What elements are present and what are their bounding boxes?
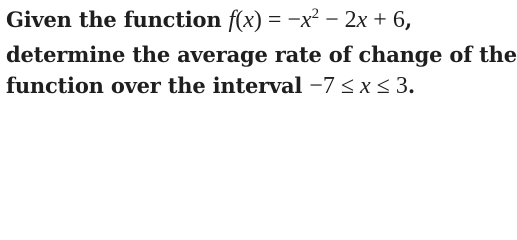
interval-left: −7 ≤ (309, 73, 360, 99)
interval-var: x (360, 73, 371, 99)
interval-right: ≤ 3 (370, 73, 408, 99)
rhs-var2: x (356, 7, 368, 33)
problem-statement (0, 0, 517, 100)
line3-prefix: function over the interval (6, 73, 310, 98)
function-var: x (243, 7, 254, 33)
rhs-part1: = − (261, 7, 301, 33)
rhs-var1: x (300, 7, 312, 33)
problem-line-1 (6, 4, 438, 39)
interval-expression (309, 73, 408, 99)
line1-prefix: Given the function (6, 7, 229, 32)
line3-suffix: . (407, 73, 415, 98)
function-name: f (228, 7, 236, 33)
problem-line-2: determine the average rate of change of the (6, 42, 517, 67)
rhs-part2: − 2 (319, 7, 357, 33)
rhs-exponent: 2 (311, 6, 320, 22)
rhs-part3: + 6 (367, 7, 405, 33)
function-expression: $f(x) = -x^2 - 2x + 6$ (228, 6, 405, 33)
line1-suffix: , (404, 7, 412, 32)
problem-line-3 (6, 70, 438, 102)
